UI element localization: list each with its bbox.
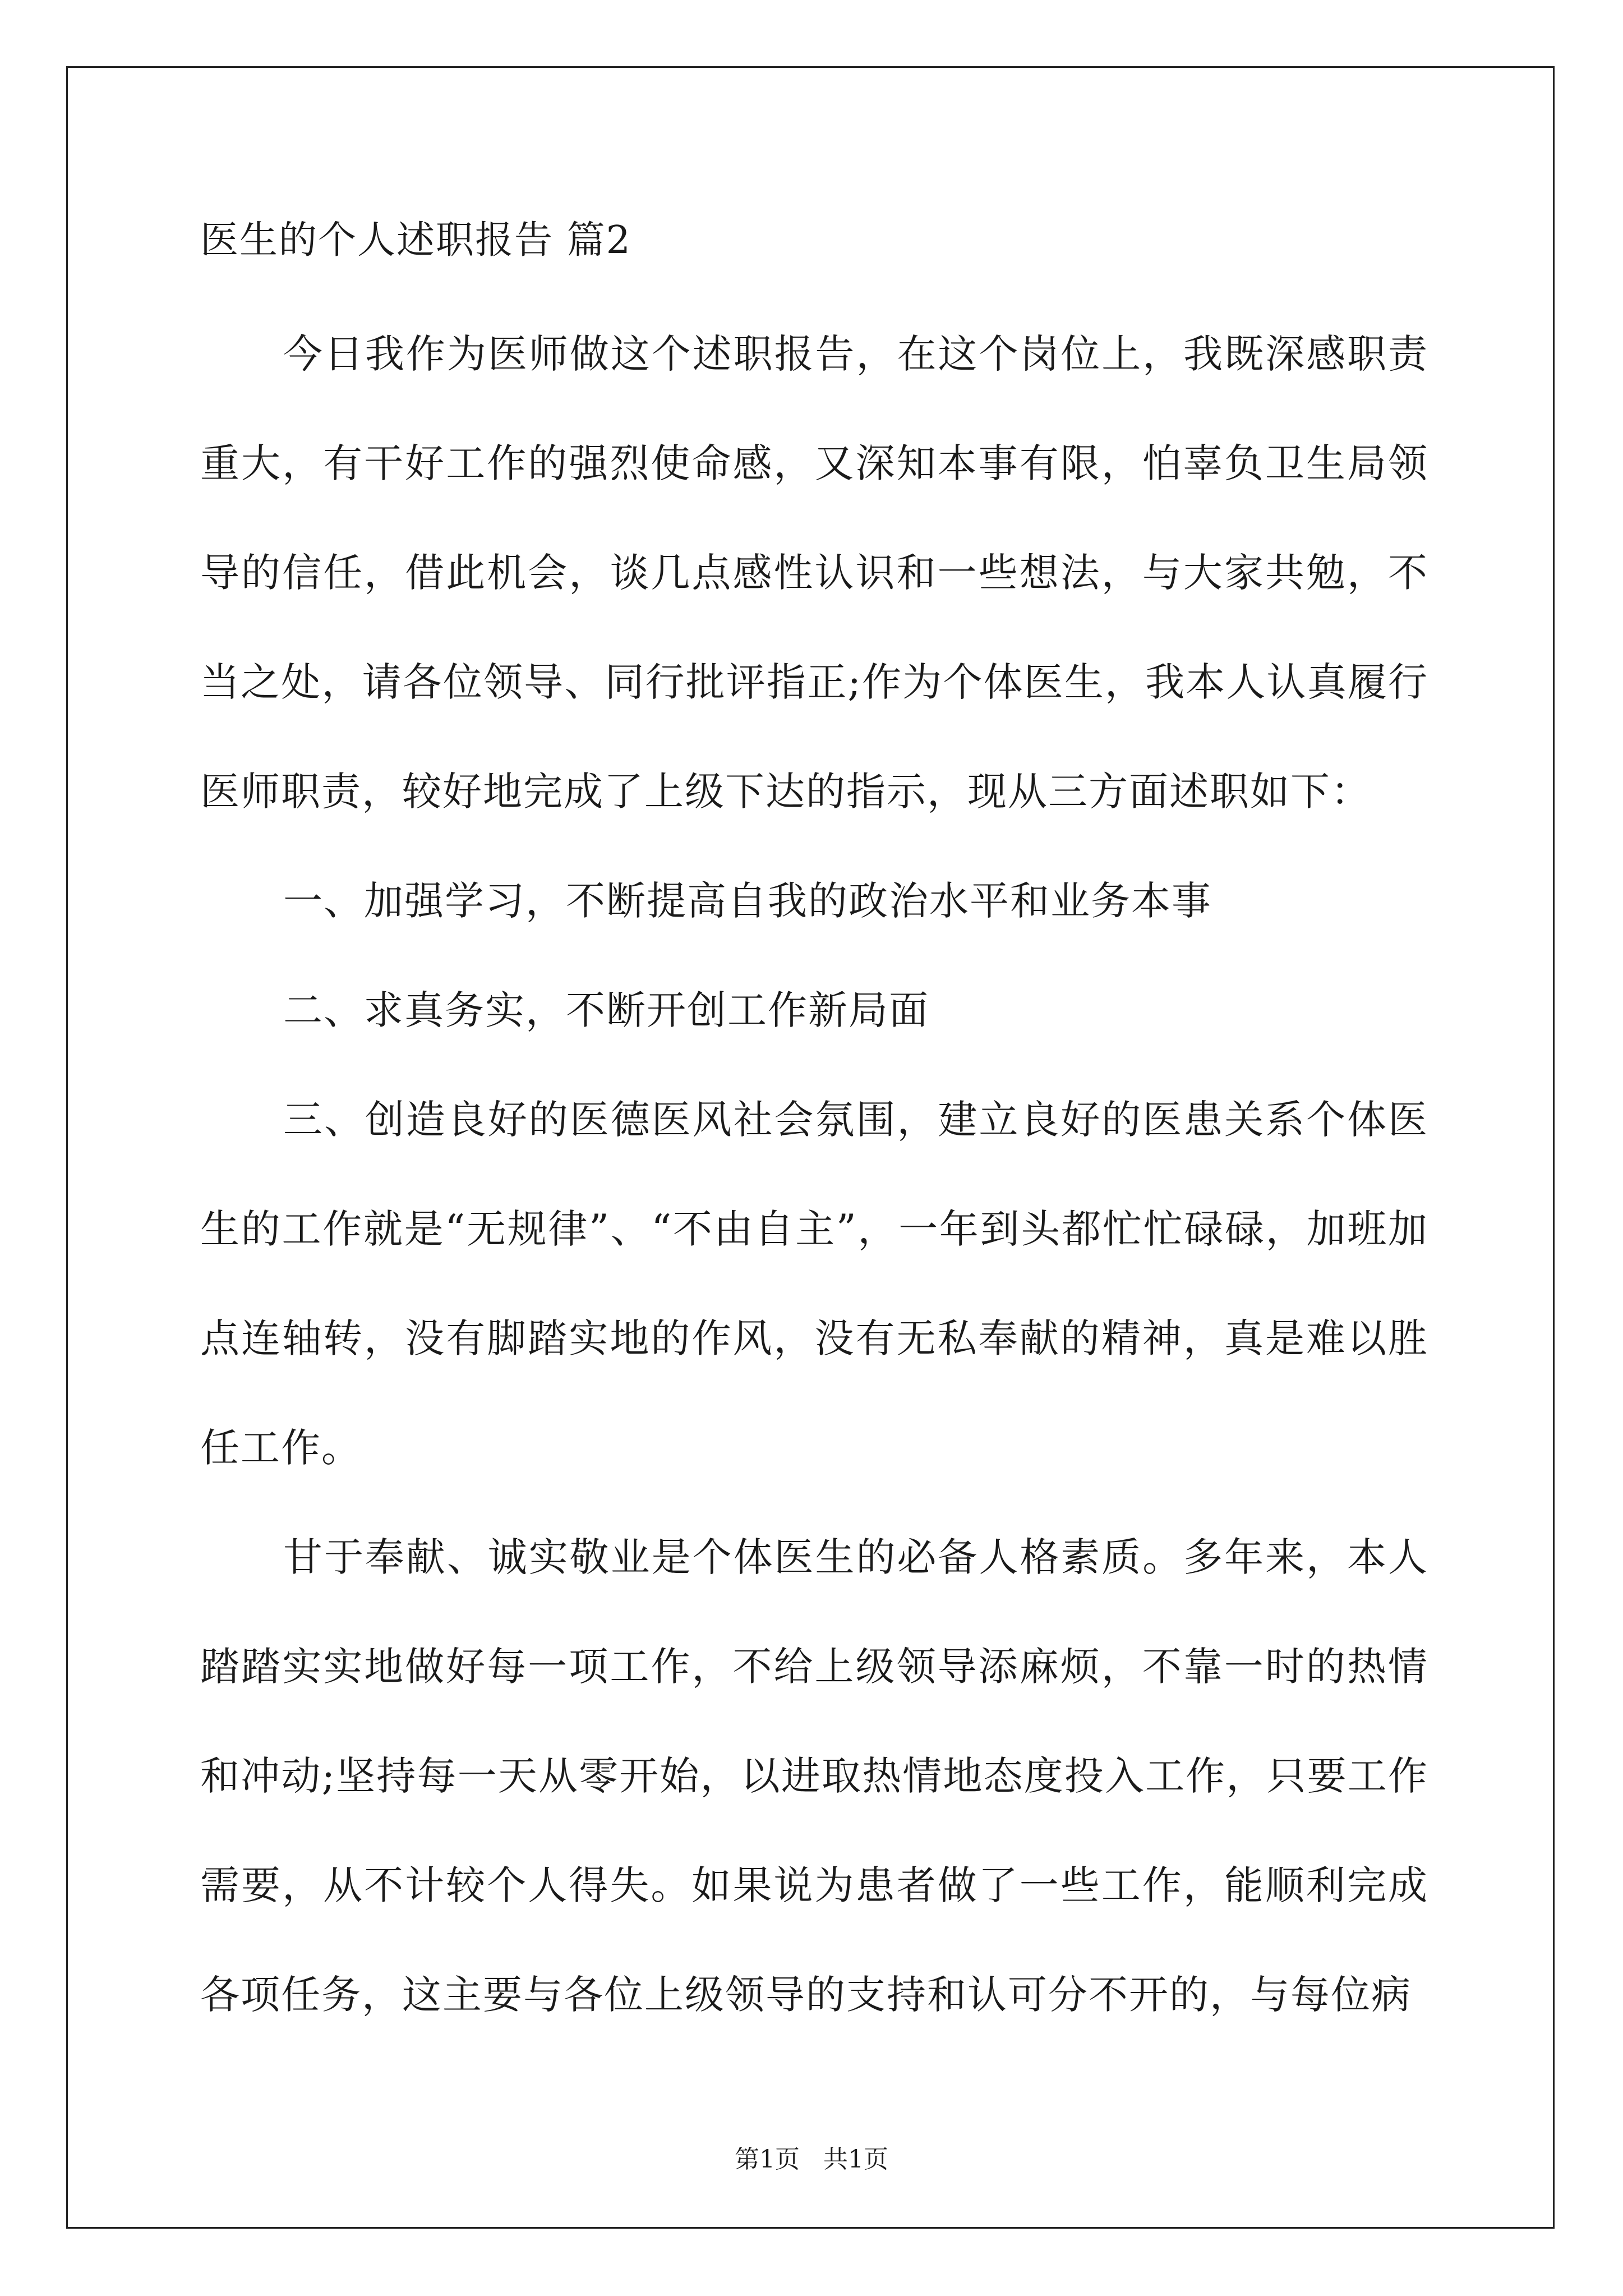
- paragraph-section-3: 三、创造良好的医德医风社会氛围，建立良好的医患关系个体医生的工作就是“无规律”、“不由自主”，一年到头都忙忙碌碌，加班加点连轴转，没有脚踏实地的作风，没有无私奉献的精神，真是难以胜任工作。: [200, 1097, 1428, 1471]
- paragraph-section-1: 一、加强学习，不断提高自我的政治水平和业务本事: [283, 878, 1212, 924]
- document-title: 医生的个人述职报告 篇2: [200, 218, 631, 263]
- paragraph-dedication: 甘于奉献、诚实敬业是个体医生的必备人格素质。多年来，本人踏踏实实地做好每一项工作，不给上级领导添麻烦，不靠一时的热情和冲动;坚持每一天从零开始，以进取热情地态度投入工作，只要工作需要，从不计较个人得失。如果说为患者做了一些工作，能顺利完成各项任务，这主要与各位上级领导的支持和认可分不开的，与每位病: [200, 1534, 1428, 2018]
- paragraph-intro: 今日我作为医师做这个述职报告，在这个岗位上，我既深感职责重大，有干好工作的强烈使命感，又深知本事有限，怕辜负卫生局领导的信任，借此机会，谈几点感性认识和一些想法，与大家共勉，不当之处，请各位领导、同行批评指正;作为个体医生，我本人认真履行医师职责，较好地完成了上级下达的指示，现从三方面述职如下：: [200, 331, 1428, 815]
- page-footer: 第1页 共1页: [735, 2145, 888, 2174]
- paragraph-section-2: 二、求真务实，不断开创工作新局面: [283, 987, 929, 1033]
- document-body: [200, 300, 1428, 2050]
